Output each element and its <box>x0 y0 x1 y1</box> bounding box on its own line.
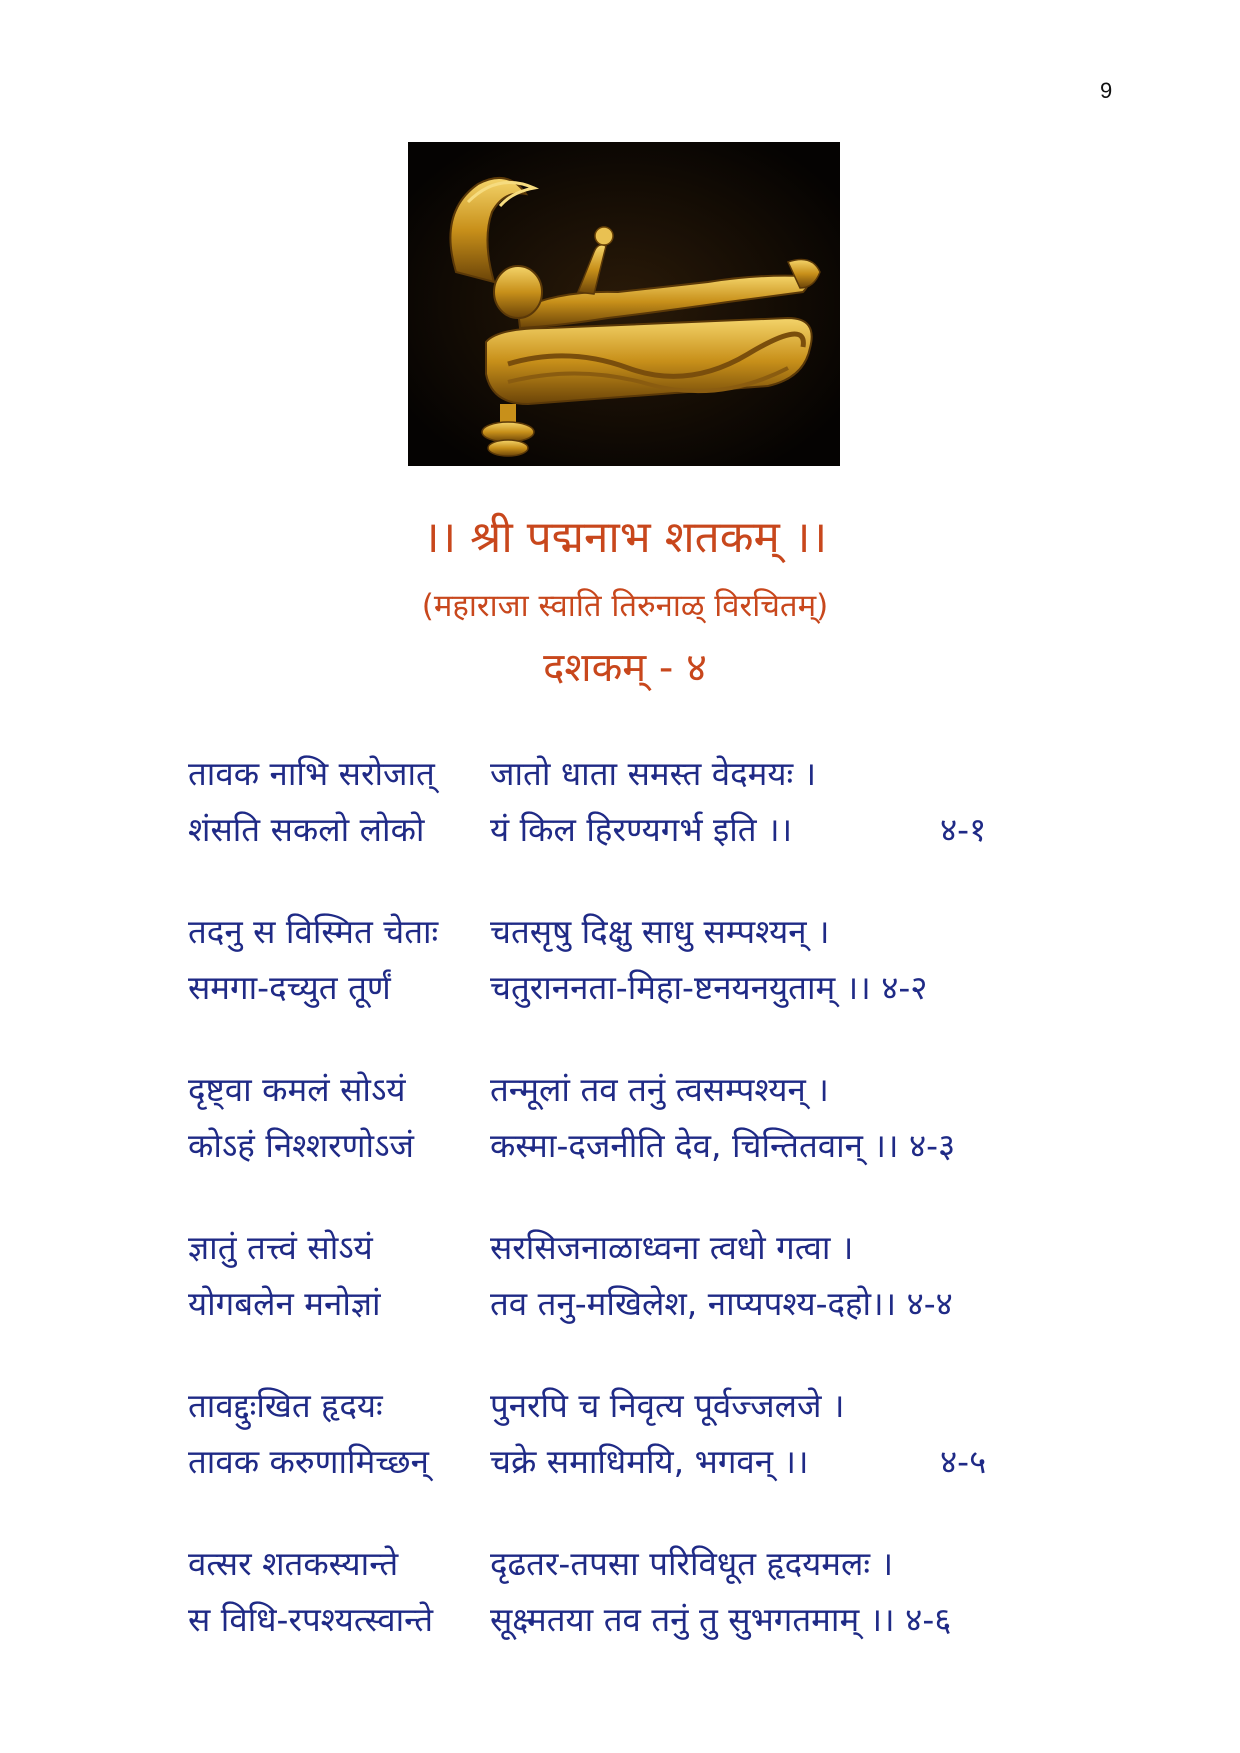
verse-line <box>188 1276 1088 1332</box>
verse-line-left: कोऽहं निश्शरणोऽजं <box>188 1126 414 1165</box>
verses-section <box>188 746 1088 1694</box>
verse-4-2 <box>188 904 1088 1016</box>
verse-4-6 <box>188 1536 1088 1648</box>
verse-line-left: दृष्ट्वा कमलं सोऽयं <box>188 1070 406 1109</box>
verse-line-left: ज्ञातुं तत्त्वं सोऽयं <box>188 1228 373 1267</box>
page-number: 9 <box>1100 78 1113 103</box>
verse-line-left: स विधि-रपश्यत्स्वान्ते <box>188 1600 434 1639</box>
verse-line <box>188 1434 1088 1490</box>
verse-line-right: चक्रे समाधिमयि, भगवन् ।। <box>490 1442 809 1481</box>
verse-line-right: यं किल हिरण्यगर्भ इति ।। <box>490 810 793 849</box>
verse-line-right: सूक्ष्मतया तव तनुं तु सुभगतमाम् ।। ४-६ <box>490 1600 952 1639</box>
text-title: ।। श्री पद्मनाभ शतकम् ।। <box>422 512 828 563</box>
verse-line-left: शंसति सकलो लोको <box>188 810 425 849</box>
verse-line-left: तावक करुणामिच्छन् <box>188 1442 429 1481</box>
verse-line-right: सरसिजनाळाध्वना त्वधो गत्वा । <box>490 1228 854 1267</box>
verse-line <box>188 746 1088 802</box>
verse-line-left: समगा-दच्युत तूर्णं <box>188 968 391 1007</box>
verse-number: ४-५ <box>940 1442 987 1481</box>
verse-line <box>188 1220 1088 1276</box>
verse-4-1 <box>188 746 1088 858</box>
padmanabha-idol-image <box>408 142 840 466</box>
verse-line-left: तावद्दुःखित हृदयः <box>188 1386 383 1425</box>
text-subtitle: (महाराजा स्वाति तिरुनाळ् विरचितम्) <box>421 588 829 624</box>
verse-4-4 <box>188 1220 1088 1332</box>
verse-line <box>188 1062 1088 1118</box>
idol-illustration <box>408 142 840 466</box>
verse-line <box>188 1536 1088 1592</box>
verse-line <box>188 904 1088 960</box>
verse-4-3 <box>188 1062 1088 1174</box>
verse-line <box>188 1118 1088 1174</box>
verse-line-right: पुनरपि च निवृत्य पूर्वज्जलजे । <box>490 1386 845 1425</box>
verse-line-right: चतुराननता-मिहा-ष्टनयनयुताम् ।। ४-२ <box>490 968 928 1007</box>
verse-number: ४-१ <box>940 810 987 849</box>
verse-line-right: जातो धाता समस्त वेदमयः । <box>490 754 817 793</box>
verse-line-right: कस्मा-दजनीति देव, चिन्तितवान् ।। ४-३ <box>490 1126 956 1165</box>
verse-4-5 <box>188 1378 1088 1490</box>
dashakam-heading: दशकम् - ४ <box>543 645 707 691</box>
verse-line-left: तावक नाभि सरोजात् <box>188 754 435 793</box>
verse-line <box>188 1592 1088 1648</box>
verse-line-left: तदनु स विस्मित चेताः <box>188 912 439 951</box>
verse-line-right: दृढतर-तपसा परिविधूत हृदयमलः । <box>490 1544 894 1583</box>
verse-line-right: तन्मूलां तव तनुं त्वसम्पश्यन् । <box>490 1070 829 1109</box>
verse-line-left: वत्सर शतकस्यान्ते <box>188 1544 399 1583</box>
verse-line-right: चतसृषु दिक्षु साधु सम्पश्यन् । <box>490 912 830 951</box>
verse-line <box>188 1378 1088 1434</box>
verse-line-right: तव तनु-मखिलेश, नाप्यपश्य-दहो।। ४-४ <box>490 1284 953 1323</box>
verse-line <box>188 960 1088 1016</box>
verse-line <box>188 802 1088 858</box>
verse-line-left: योगबलेन मनोज्ञां <box>188 1284 381 1323</box>
